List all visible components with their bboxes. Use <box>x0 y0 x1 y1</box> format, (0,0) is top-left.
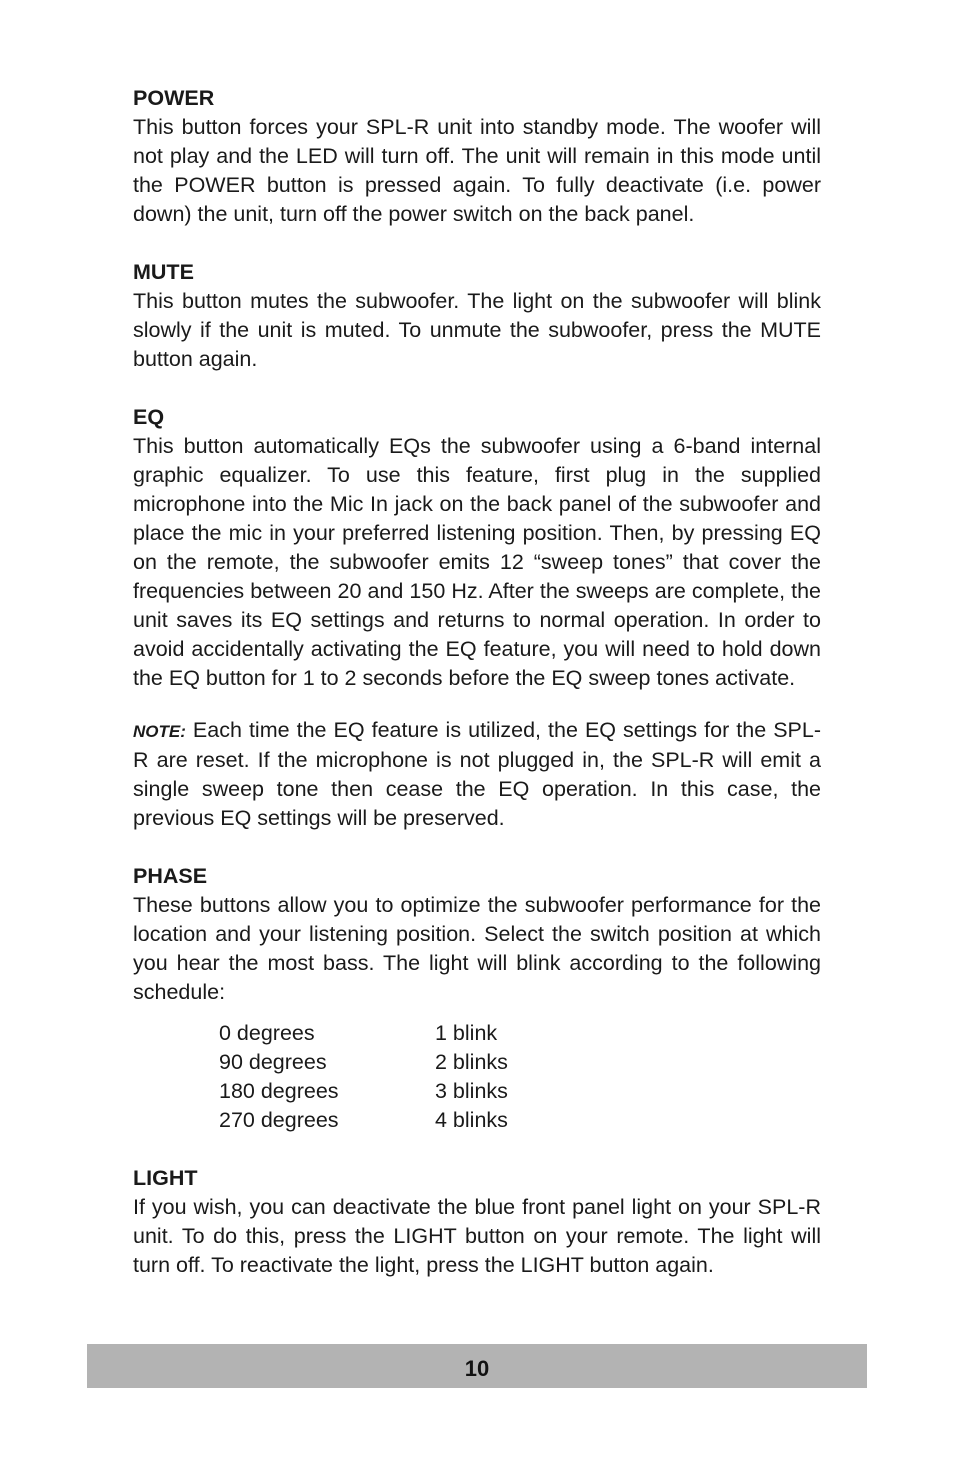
light-body: If you wish, you can deactivate the blue front panel light on your SPL-R unit. To do this, press the LIGHT button on your remote. The light will turn off. To reactivate the light, press the LIGHT button again. <box>133 1195 821 1277</box>
note-label: NOTE: <box>133 722 186 741</box>
phase-schedule <box>219 1019 821 1135</box>
mute-body: This button mutes the subwoofer. The light on the subwoofer will blink slowly if the unit is muted. To unmute the subwoofer, press the MUTE button again. <box>133 289 821 371</box>
eq-heading: EQ <box>133 405 165 429</box>
schedule-blinks: 1 blink <box>435 1021 498 1045</box>
phase-heading: PHASE <box>133 864 208 888</box>
mute-heading: MUTE <box>133 260 194 284</box>
page-footer-bar <box>87 1344 867 1388</box>
schedule-blinks: 3 blinks <box>435 1079 508 1103</box>
power-section <box>133 84 821 229</box>
page-number: 10 <box>464 1356 490 1381</box>
eq-section <box>133 403 821 693</box>
schedule-blinks: 2 blinks <box>435 1050 508 1074</box>
schedule-row <box>219 1077 821 1106</box>
note-body: Each time the EQ feature is utilized, the EQ settings for the SPL-R are reset. If the microphone is not plugged in, the SPL-R will emit a single sweep tone then cease the EQ operation. In this case, the previous EQ settings will be preserved. <box>133 718 821 830</box>
schedule-degrees: 0 degrees <box>219 1021 315 1045</box>
mute-section <box>133 258 821 374</box>
schedule-blinks: 4 blinks <box>435 1108 508 1132</box>
eq-body: This button automatically EQs the subwoofer using a 6-band internal graphic equalizer. To use this feature, first plug in the supplied microphone into the Mic In jack on the back panel of the subwoofer and place the mic in your preferred listening position. Then, by pressing EQ on the remote, the subwoofer emits 12 “sweep tones” that cover the frequencies between 20 and 150 Hz. After the sweeps are complete, the unit saves its EQ settings and returns to normal operation. In order to avoid accidentally activating the EQ feature, you will need to hold down the EQ button for 1 to 2 seconds before the EQ sweep tones activate. <box>133 434 821 690</box>
phase-body: These buttons allow you to optimize the subwoofer performance for the location and your listening position. Select the switch position at which you hear the most bass. The light will blink according to the following schedule: <box>133 893 821 1004</box>
schedule-degrees: 90 degrees <box>219 1050 327 1074</box>
light-heading: LIGHT <box>133 1166 198 1190</box>
schedule-row <box>219 1048 821 1077</box>
schedule-degrees: 270 degrees <box>219 1108 339 1132</box>
light-section <box>133 1164 821 1280</box>
eq-note <box>133 716 821 833</box>
schedule-row <box>219 1019 821 1048</box>
power-heading: POWER <box>133 86 215 110</box>
phase-section <box>133 862 821 1135</box>
schedule-degrees: 180 degrees <box>219 1079 339 1103</box>
power-body: This button forces your SPL-R unit into standby mode. The woofer will not play and the LED will turn off. The unit will remain in this mode until the POWER button is pressed again. To fully deactivate (i.e. power down) the unit, turn off the power switch on the back panel. <box>133 115 821 226</box>
page-content <box>133 84 821 1309</box>
schedule-row <box>219 1106 821 1135</box>
